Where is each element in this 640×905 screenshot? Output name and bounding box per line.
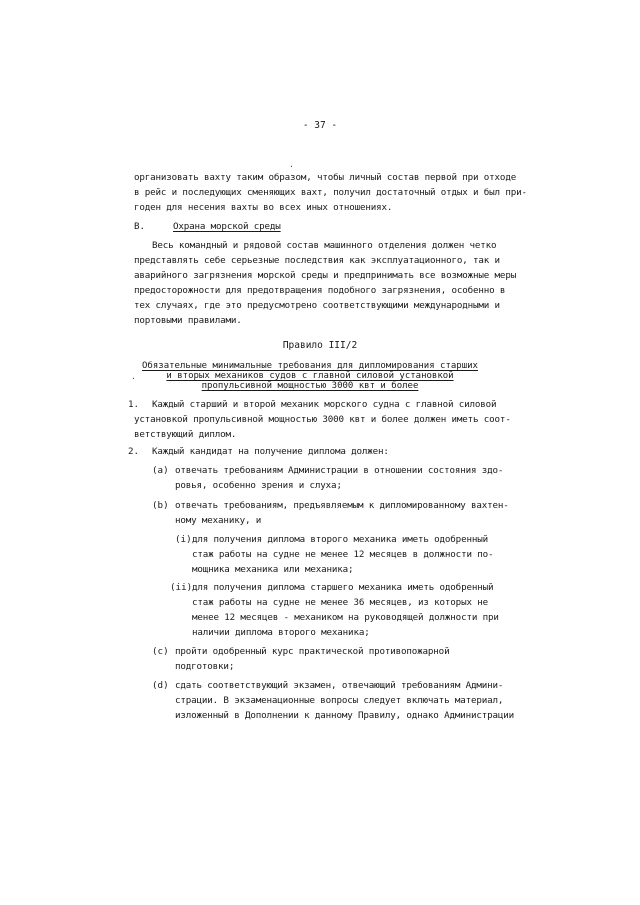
item-2d-line-3: изложенный в Дополнении к данному Правилу, однако Администрации	[175, 710, 515, 721]
item-2b-ii-line-4: наличии диплома второго механика;	[192, 627, 370, 638]
item-2c-line-2: подготовки;	[175, 661, 235, 672]
item-2b-ii-label: (ii)	[170, 582, 193, 593]
item-2a-line-1: отвечать требованиям Администрации в отношении состояния здо-	[175, 465, 504, 476]
item-2b-i-line-2: стаж работы на судне не менее 12 месяцев в должности по-	[192, 549, 494, 560]
item-2b-i-line-3: мощника механика или механика;	[192, 564, 354, 575]
item-1-label: 1.	[128, 399, 140, 410]
rule-heading-line-2: и вторых механиков судов с главной силовой установкой	[166, 371, 454, 381]
item-2d-line-2: страции. В экзаменационные вопросы следует включать материал,	[175, 695, 504, 706]
item-2b-ii-line-3: менее 12 месяцев - механиком на руководящей должности при	[192, 612, 499, 623]
item-2a-label: (a)	[152, 465, 169, 476]
item-2c-line-1: пройти одобренный курс практической противопожарной	[175, 646, 450, 657]
item-1-line-3: ветствующий диплом.	[134, 429, 237, 440]
section-b-line-5: тех случаях, где это предусмотрено соответствующими международными и	[134, 300, 500, 311]
item-2b-line-2: ному механику, и	[175, 515, 262, 526]
rule-title: Правило III/2	[282, 340, 358, 351]
section-b-line-1: Весь командный и рядовой состав машинного отделения должен четко	[152, 240, 497, 251]
item-2c-label: (c)	[152, 646, 169, 657]
item-2d-label: (d)	[152, 680, 169, 691]
stray-mark-2: .	[131, 372, 136, 381]
item-2d-line-1: сдать соответствующий экзамен, отвечающий требованиям Админи-	[175, 680, 504, 691]
intro-line-3: годен для несения вахты во всех иных отношениях.	[134, 202, 393, 213]
section-b-line-4: предосторожности для предотвращения подобного загрязнения, особенно в	[134, 285, 506, 296]
item-2-text: Каждый кандидат на получение диплома должен:	[152, 446, 389, 457]
section-b-label: B.	[134, 221, 146, 232]
item-2b-label: (b)	[152, 500, 169, 511]
intro-line-2: в рейс и последующих сменяющих вахт, получил достаточный отдых и был при-	[134, 187, 527, 198]
section-b-line-6: портовыми правилами.	[134, 315, 242, 326]
item-2-label: 2.	[128, 446, 140, 457]
item-1-line-2: установкой пропульсивной мощностью 3000 квт и более должен иметь соот-	[134, 414, 511, 425]
item-2b-line-1: отвечать требованиям, предъявляемым к дипломированному вахтен-	[175, 500, 509, 511]
rule-heading-line-3: пропульсивной мощностью 3000 квт и более	[201, 381, 419, 391]
item-2b-i-line-1: для получения диплома второго механика иметь одобренный	[192, 534, 488, 545]
rule-heading-line-1: Обязательные минимальные требования для дипломирования старших	[142, 361, 478, 371]
item-2b-ii-line-2: стаж работы на судне не менее 36 месяцев, из которых не	[192, 597, 488, 608]
section-b-heading: Охрана морской среды	[173, 221, 281, 232]
section-b-line-2: представлять себе серьезные последствия как эксплуатационного, так и	[134, 255, 500, 266]
page-number: - 37 -	[302, 120, 338, 131]
section-b-line-3: аварийного загрязнения морской среды и предпринимать все возможные меры	[134, 270, 517, 281]
item-2a-line-2: ровья, особенно зрения и слуха;	[175, 480, 342, 491]
item-2b-ii-line-1: для получения диплома старшего механика иметь одобренный	[192, 582, 494, 593]
stray-mark: .	[289, 160, 294, 169]
item-1-line-1: Каждый старший и второй механик морского судна с главной силовой	[152, 399, 497, 410]
intro-line-1: организовать вахту таким образом, чтобы личный состав первой при отходе	[134, 172, 517, 183]
item-2b-i-label: (i)	[175, 534, 192, 545]
